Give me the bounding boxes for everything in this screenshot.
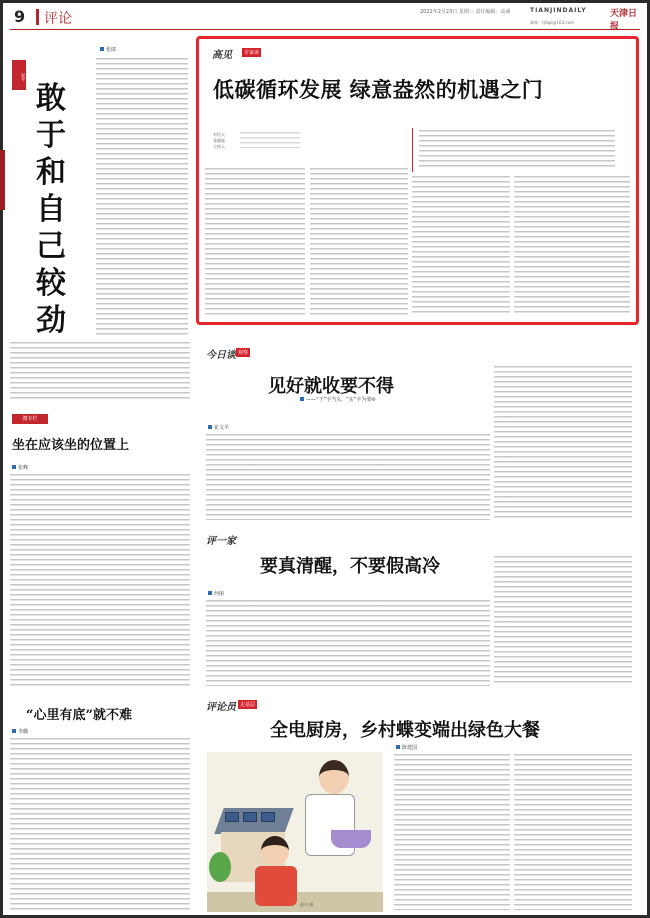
article-4-title: 全电厨房，乡村蝶变端出绿色大餐 bbox=[270, 720, 540, 741]
guest-label-2: 张晓磊 bbox=[213, 138, 225, 143]
main-article-title: 低碳循环发展 绿意盎然的机遇之门 bbox=[213, 77, 544, 102]
article-3-body-right bbox=[494, 556, 632, 686]
feature-body-text bbox=[96, 58, 188, 338]
cartoon-signature: 赵川 画 bbox=[300, 902, 314, 907]
article-3-column-logo: 评一家 bbox=[206, 536, 236, 547]
solar-panel bbox=[243, 812, 257, 822]
article-2-body-right bbox=[494, 366, 632, 518]
solar-panel bbox=[225, 812, 239, 822]
date-line: 2022年2月23日 星期三 责任编辑：高威 bbox=[420, 9, 511, 15]
article-4-column-logo: 评论员 bbox=[206, 702, 236, 713]
article-4-body-right bbox=[514, 754, 632, 910]
feature-title-char: 己 bbox=[36, 229, 66, 264]
left-article-3-title: “心里有底”就不难 bbox=[26, 708, 132, 723]
feature-author: 张郎 bbox=[100, 46, 116, 53]
article-2-body bbox=[206, 434, 490, 520]
main-column-badge: 专家谈 bbox=[244, 50, 260, 56]
article-2-author: 崔文平 bbox=[208, 424, 229, 431]
cartoon-adult-head bbox=[319, 760, 349, 794]
article-tag: 微专栏 bbox=[12, 414, 48, 424]
left-article-3-body bbox=[10, 738, 190, 910]
feature-body-text-bottom bbox=[10, 342, 190, 402]
solar-panel bbox=[261, 812, 275, 822]
page-header bbox=[10, 6, 640, 30]
feature-tag: 思考 bbox=[12, 60, 26, 90]
article-2-subtitle: ——“干”字当头，“实”字为要⑥ bbox=[300, 396, 376, 403]
newspaper-logo: 天津日报 bbox=[610, 9, 638, 32]
article-2-title: 见好就收要不得 bbox=[268, 376, 394, 397]
main-column-logo: 高见 bbox=[212, 50, 232, 61]
article-3-title: 要真清醒，不要假高冷 bbox=[260, 556, 440, 577]
contact-email: 邮箱：tjrbpl@163.com bbox=[530, 20, 574, 25]
cartoon-cooking-pot bbox=[331, 830, 371, 848]
left-article-2-author: 张峰 bbox=[12, 464, 28, 471]
article-4-author: 陈建国 bbox=[396, 744, 417, 751]
feature-title-char: 于 bbox=[36, 118, 66, 153]
feature-title-char: 劲 bbox=[36, 303, 66, 338]
article-4-column-badge: 走基层 bbox=[240, 702, 256, 708]
feature-title-char: 敢 bbox=[36, 81, 66, 116]
section-name: 评论 bbox=[44, 11, 72, 27]
article-3-author: 何丽 bbox=[208, 590, 224, 597]
feature-title-char: 自 bbox=[36, 192, 66, 227]
left-article-3-author: 李璐 bbox=[12, 728, 28, 735]
cartoon-child-figure bbox=[255, 866, 297, 906]
feature-title-char: 和 bbox=[36, 155, 66, 190]
left-article-2-title: 坐在应该坐的位置上 bbox=[12, 438, 130, 453]
cartoon-child-head bbox=[261, 836, 289, 866]
article-3-body bbox=[206, 600, 490, 686]
feature-title bbox=[36, 80, 70, 339]
article-2-column-logo: 今日谈 bbox=[206, 350, 236, 361]
cartoon-tree bbox=[209, 852, 231, 882]
highlight-box bbox=[196, 36, 639, 325]
left-article-2-body bbox=[10, 474, 190, 688]
cartoon-illustration bbox=[207, 752, 383, 912]
section-divider bbox=[36, 9, 39, 25]
left-edge-accent bbox=[0, 150, 5, 210]
guest-label-3: 主持人： bbox=[213, 144, 229, 149]
article-2-column-badge: 观察 bbox=[238, 350, 249, 356]
brand-name: TIANJINDAILY bbox=[530, 7, 587, 14]
feature-title-char: 较 bbox=[36, 266, 66, 301]
article-4-body bbox=[394, 754, 510, 910]
guest-label-1: 对话人： bbox=[213, 132, 229, 137]
page-number: 9 bbox=[14, 7, 26, 26]
